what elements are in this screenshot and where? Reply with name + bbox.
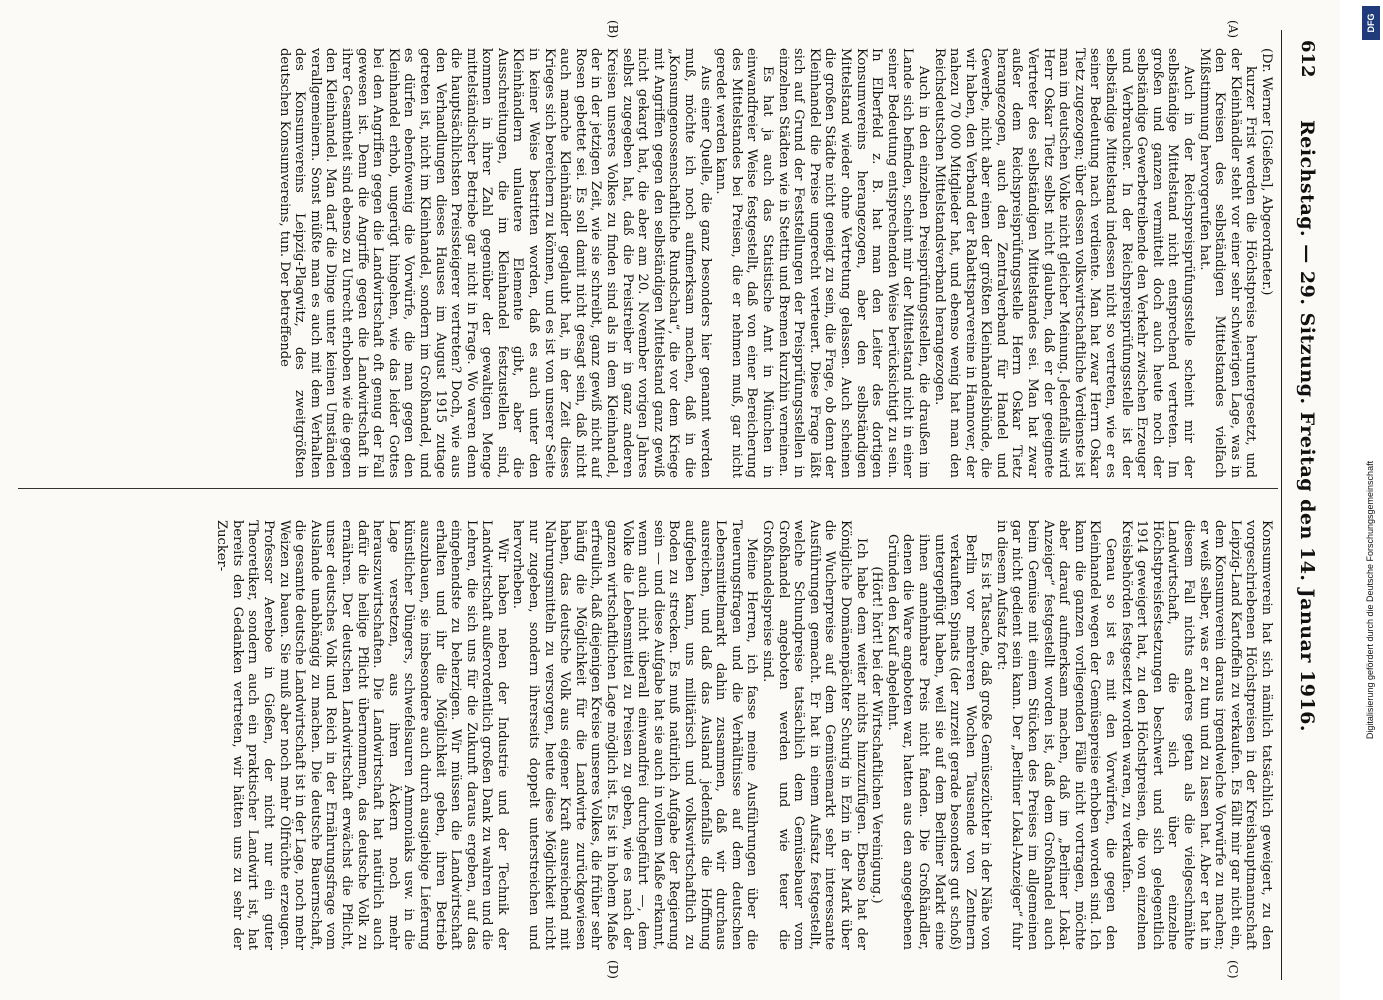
paragraph: Aus einer Quelle, die ganz besonders hier genannt werden muß, möchte ich noch aufmerksam machen, daß in die „Konsumgenossenschaftliche Rundschau“, die vor dem Kriege mit Angriffen gegen den selbständigen Mittelstand ganz gewiß nicht gekargt hat, die aber am 20. November vorigen Jahres selbst zugegeben hat, daß die Preistreiber in ganz anderen Kreisen unseres Volkes zu finden sind als in dem Kleinhandel, der in der jetzigen Zeit, wie sie schreibt, ganz gewiß nicht auf Rosen gebettet sei. Es soll damit nicht gesagt sein, daß nicht auch manche Kleinhändler geglaubt hat, in der Zeit dieses Krieges sich bereichern zu können, und es ist von unserer Seite in keiner Weise bestritten worden, daß es auch unter den Kleinhändlern unlautere Elemente gibt, aber die Ausschreitungen, die im Kleinhandel festzustellen sind, kommen in ihrer Zahl gegenüber der gewaltigen Menge mittelständischer Betriebe gar nicht in Frage. Wo waren denn die hauptsächlichsten Preissteigerer vertreten? Doch, wie aus den Verhandlungen dieses Hauses im August 1915 zutage getreten ist, nicht im Kleinhandel, sondern im Großhandel, und es dürfen ebenfowenig die Vorwürfe, die man gegen den Kleinhandel erhob, ungerügt hingehen, wie das leider Gottes bei den Angriffen gegen die Landwirtschaft oft genug der Fall gewesen ist. Denn die Angriffe gegen die Landwirtschaft in ihrer Gesamtheit sind ebenso zu Unrecht erhoben wie die gegen den Kleinhandel. Man darf die Dinge unter keinen Umständen verallgemeinern. Sonst müßte man es auch mit dem Verhalten des Konsumvereins Leipzig-Plagwitz, des zweitgrößten deutschen Konsumvereins, tun. Der betreffende — [276, 48, 713, 478]
digitization-credit: Digitalisierung gefördert durch die Deutsche Forschungsgemeinschaft — [1365, 460, 1375, 740]
paragraph: Genau so ist es mit den Vorwürfen, die gegen den Kleinhandel wegen der Gemüsepreise erhoben worden sind. Ich kann die ganzen vorliegenden Fälle nicht vortragen, möchte aber darauf aufmerksam machen, daß im „Berliner Lokal-Anzeiger“ festgestellt worden ist, daß dem Großhandel auch beim Gemüse mit einem Stücken des Preises im allgemeinen gar nicht gedient sein kann. Der „Berliner Lokal-Anzeiger“ fuhr in diesem Aufsatz fort: — [993, 520, 1119, 950]
paragraph: Wir haben neben der Industrie und der Technik der Landwirtschaft außerordentlich großen Dank zu wahren und die Lehren, die sich uns für die Zukunft daraus ergeben, auf das eingehendste zu beherzigen. Wir müssen die Landwirtschaft erhalten und ihr die Möglichkeit geben, ihren Betrieb auszubauen, sie insbesondere auch durch ausgiebige Lieferung künstlicher Düngers, schwefelsauren Ammoniaks usw. in die Lage versetzen, aus ihren Äckern noch mehr herauszuwirtschaften. Die Landwirtschaft hat natürlich auch dafür die heilige Pflicht übernommen, das deutsche Volk zu ernähren. Der deutschen Landwirtschaft erwächst die Pflicht, unser deutsches Volk und Reich in der Ernährungsfrage vom Auslande unabhängig zu machen. Die deutsche Bauernschaft, die gesamte deutsche Landwirtschaft ist in der Lage, noch mehr Weizen zu bauen. Sie muß aber noch mehr Ölfrüchte erzeugen. Professor Aereboe in Gießen, der nicht nur ein guter Theoretiker, sondern auch ein praktischer Landwirt ist, hat bereits den Gedanken vertreten, wir hätten uns zu sehr der Zucker- — [214, 520, 510, 950]
left-column — [24, 48, 1274, 478]
page-title: Reichstag. — 29. Sitzung. Freitag den 14. Januar 1916. — [1296, 120, 1318, 733]
dfg-logo-text: DFG — [1366, 13, 1376, 33]
page-number: 612 — [1297, 40, 1318, 78]
column-divider — [18, 488, 1278, 489]
margin-mark-d: (D) — [606, 960, 620, 979]
right-column — [24, 520, 1274, 950]
paragraph: Meine Herren, ich fasse meine Ausführungen über die Teuerungsfragen und die Verhältnisse auf dem deutschen Lebensmittelmarkt dahin zusammen, daß wir durchaus ausreichen, und daß das Ausland jedenfalls die Hoffnung aufgeben kann, uns militärisch und volkswirtschaftlich zu Boden zu strecken. Es muß natürlich Aufgabe der Regierung sein — und diese Aufgabe hat sie auch in vollem Maße erkannt, wenn auch nicht überall einwandfrei durchgeführt —, dem Volke die Lebensmittel zu Preisen zu geben, wie es nach der ganzen wirtschaftlichen Lage möglich ist. Es ist in hohem Maße erfreulich, daß diejenigen Kreise unseres Volkes, die früher sehr häufig die Möglichkeit für die Landwirte zurückgewiesen haben, das deutsche Volk aus eigener Kraft ausreichend mit Nahrungsmitteln zu versorgen, heute diese Möglichkeit nicht nur zugeben, sondern ihrerseits doppelt unterstreichen und hervorheben. — [510, 520, 760, 950]
dfg-logo — [1362, 6, 1380, 40]
speaker-line: (Dr. Werner [Gießen], Abgeordneter.) — [1259, 48, 1274, 296]
paragraph: Konsumverein hat sich nämlich tatsächlich geweigert, zu den vorgeschriebenen Höchstpreisen in der Kreishauptmannschaft Leipzig-Land Kartoffeln zu verkaufen. Es fällt mir gar nicht ein, dem Konsumverein daraus irgendwelche Vorwürfe zu machen; er weiß selber, was er zu tun und zu lassen hat. Aber er hat in diesem Fall nichts anderes getan als die vielgeschmähte Landwirtschaft, die sich über einzelne Höchstpreisfestsetzungen beschwert und sich gelegentlich 1914 geweigert hat, zu den Höchstpreisen, die von einzelnen Kreisbehörden festgesetzt worden waren, zu verkaufen. — [1118, 520, 1274, 950]
quote-paragraph: Es ist Tatsache, daß große Gemüsezüchter in der Nähe von Berlin vor mehreren Wochen Tausende von Zentnern verkauften Spinats (der zurzeit gerade besonders gut schoß) untergepflügt haben, weil sie auf dem Berliner Markt eine ihnen annehmbare Preis nicht fanden. Die Großhändler, denen die Ware angeboten war, hatten aus den angegebenen Gründen den Kauf abgelehnt. — [884, 534, 994, 950]
header-rule — [1281, 30, 1282, 980]
margin-mark-c: (C) — [1226, 960, 1240, 979]
paragraph: Es hat ja auch das Statistische Amt in München in einwandfreier Weise festgestellt, daß von einer Bereicherung des Mittelstandes bei Preisen, die er nehmen muß, gar nicht geredet werden kann. — [713, 48, 775, 478]
paragraph: kurzer Frist werden die Höchstpreise heruntergesetzt, und der Kleinhändler steht vor einer sehr schwierigen Lage, was in den Kreisen des selbständigen Mittelstandes vielfach Mißstimmung hervorgerufen hat. — [1196, 48, 1259, 478]
paragraph: Ich habe dem weiter nichts hinzuzufügen. Ebenso hat der Königliche Domänenpächter Schurig in Ezin in der Mark über die Wucherpreise auf dem Gemüsemarkt sehr interessante Ausführungen gemacht. Er hat in einem Aufsatz festgestellt, welche Schundpreise tatsächlich dem Gemüsebauer vom Großhandel angeboten werden und wie teuer die Großhandelspreise sind. — [760, 520, 869, 950]
paragraph: Auch in den einzelnen Preisprüfungsstellen, die draußen im Lande sich befinden, scheint mir der Mittelstand nicht in einer seiner Bedeutung entsprechenden Weise berücksichtigt zu sein. In Elberfeld z. B. hat man den Leiter des dortigen Konsumvereins herangezogen, aber den selbständigen Mittelstand wieder ohne Vertretung gelassen. Auch scheinen die großen Städte nicht geneigt zu sein, die Frage, ob denn der Kleinhandel die Preise ungerecht verteuert. Diese Frage läßt sich auf Grund der Feststellungen der Preisprüfungsstellen in einzelnen Städten wie in Stettin und Bremen kurzhin verneinen. — [775, 48, 931, 478]
interjection: (Hört! hört! bei der Wirtschaftlichen Vereinigung.) — [869, 566, 885, 904]
paragraph: Auch in der Reichspreisprüfungsstelle scheint mir der selbständige Mittelstand nicht entsprechend vertreten. Im großen und ganzen vermittelt doch auch heute noch der selbständige Gewerbetreibende den Verkehr zwischen Erzeuger und Verbraucher. In der Reichspreisprüfungsstelle ist der selbständige Mittelstand indessen nicht so vertreten, wie er es seiner Bedeutung nach verdiente. Man hat zwar Herrn Oskar Tietz zugezogen; über dessen volkswirtschaftliche Verdienste ist man im deutschen Volke nicht gleicher Meinung. Jedenfalls wird Herr Oskar Tietz selbst nicht glauben, daß er der geeignete Vertreter des selbständigen Mittelstandes sei. Man hat zwar außer dem Reichspreisprüfungsstelle Herrn Oskar Tietz herangezogen, auch den Zentralverband für Handel und Gewerbe, nicht aber einen der größten Kleinhandelsbünde, die wir haben, den Verband der Rabattsparvereine in Hannover, der nahezu 70 000 Mitglieder hat, und ebenso wenig hat man den Reichsdeutschen Mittelstandsverband herangezogen. — [931, 48, 1197, 478]
margin-mark-a: (A) — [1226, 20, 1240, 39]
margin-mark-b: (B) — [606, 20, 620, 39]
page-header — [1282, 0, 1340, 1000]
